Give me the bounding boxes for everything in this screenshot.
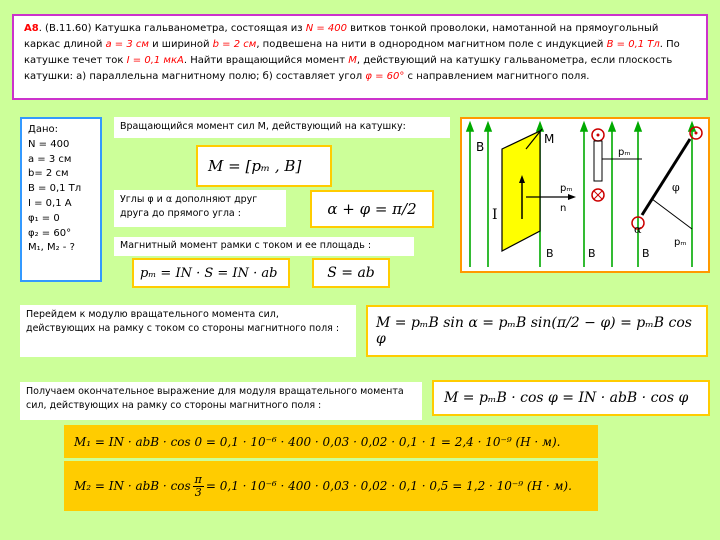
value-b-field: B = 0,1 Тл bbox=[606, 39, 660, 50]
coil-tilted bbox=[642, 139, 690, 215]
formula-text: M = [pₘ , B] bbox=[208, 157, 302, 175]
given-title: Дано: bbox=[28, 124, 58, 135]
magnetic-moment-formula bbox=[132, 258, 290, 288]
problem-text: . Найти вращающийся момент bbox=[183, 55, 349, 66]
formula-text: pₘ = IN · S = IN · ab bbox=[140, 265, 278, 281]
result-m1 bbox=[64, 425, 598, 458]
formula-text: M₂ = IN · abB · cos bbox=[74, 479, 191, 493]
formula-text: M₁ = IN · abB · cos 0 = 0,1 · 10⁻⁶ · 400 · 0,03 · 0,02 · 0,1 · 1 = 2,4 · 10⁻⁹ (Н · м). bbox=[74, 434, 561, 449]
area-formula bbox=[312, 258, 390, 288]
figure-label: φ bbox=[672, 181, 680, 194]
figure-label: α bbox=[634, 223, 642, 236]
given-line: N = 400 bbox=[28, 138, 70, 150]
given-box bbox=[20, 117, 102, 282]
coil-side-view bbox=[594, 141, 602, 181]
given-line: I = 0,1 А bbox=[28, 197, 72, 209]
problem-text: и шириной bbox=[148, 39, 213, 50]
formula-text: = 0,1 · 10⁻⁶ · 400 · 0,03 · 0,02 · 0,1 · 0,5 = 1,2 · 10⁻⁹ (Н · м). bbox=[205, 479, 572, 493]
problem-text: , действующий на катушку гальванометра, если плоскость катушки: а) параллельна магнитному полю; б) составляет угол bbox=[24, 55, 673, 82]
value-phi: φ = 60° bbox=[365, 71, 405, 82]
given-line: φ₂ = 60° bbox=[28, 227, 72, 239]
result-m2 bbox=[64, 461, 598, 511]
value-m: M bbox=[348, 55, 357, 66]
figure-label: B bbox=[546, 247, 554, 260]
final-formula bbox=[432, 380, 710, 416]
torque-vector-formula bbox=[196, 145, 332, 187]
given-line: a = 3 см bbox=[28, 153, 72, 165]
fraction-numerator: π bbox=[194, 472, 202, 486]
modulus-label: Перейдем к модулю вращательного момента сил, действующих на рамку с током со стороны магнитного поля : bbox=[20, 305, 356, 357]
given-line: b= 2 см bbox=[28, 168, 69, 180]
current-dot bbox=[597, 134, 600, 137]
final-label: Получаем окончательное выражение для модуля вращательного момента сил, действующих на рамку со стороны магнитного поля : bbox=[20, 382, 422, 420]
arrow-icon bbox=[609, 123, 615, 131]
pm-tilted-arrow bbox=[652, 199, 692, 229]
figure-label: M bbox=[544, 132, 555, 146]
formula-text: M = pₘB sin α = pₘB sin(π/2 − φ) = pₘB cos φ bbox=[376, 315, 692, 347]
value-b: b = 2 см bbox=[212, 39, 257, 50]
figure-label: B bbox=[476, 140, 485, 154]
physics-figure bbox=[460, 117, 710, 273]
problem-text: витков тонкой проволоки, намотанной на прямоугольный каркас длиной bbox=[24, 23, 659, 50]
problem-text: . (В.11.60) Катушка гальванометра, состоящая из bbox=[38, 23, 306, 34]
given-line: B = 0,1 Тл bbox=[28, 183, 82, 195]
figure-label: n bbox=[560, 203, 567, 214]
formula-text: M = pₘB · cos φ = IN · abB · cos φ bbox=[444, 390, 689, 406]
fraction-denominator: 3 bbox=[194, 485, 202, 499]
figure-label: I bbox=[492, 207, 498, 223]
given-line: φ₁ = 0 bbox=[28, 212, 60, 224]
angles-label: Углы φ и α дополняют друг друга до прямого угла : bbox=[114, 190, 286, 227]
coil-frame bbox=[502, 131, 540, 251]
problem-statement bbox=[12, 14, 708, 100]
figure-label: B bbox=[588, 247, 596, 260]
figure-label: B bbox=[642, 247, 650, 260]
value-i: I = 0,1 мкА bbox=[126, 55, 184, 66]
arrow-icon bbox=[581, 123, 587, 131]
problem-id: А8 bbox=[24, 23, 39, 34]
problem-text: . По катушке течет ток bbox=[24, 39, 680, 66]
torque-label: Вращающийся момент сил М, действующий на катушку: bbox=[114, 117, 450, 138]
given-line: M₁, M₂ - ? bbox=[28, 242, 75, 254]
moment-label: Магнитный момент рамки с током и ее площадь : bbox=[114, 237, 414, 256]
angle-formula bbox=[310, 190, 434, 228]
formula-text: S = ab bbox=[327, 265, 375, 281]
figure-label: pₘ bbox=[560, 183, 573, 194]
figure-label: pₘ bbox=[674, 237, 687, 248]
value-n: N = 400 bbox=[305, 23, 347, 34]
problem-text: с направлением магнитного поля. bbox=[404, 71, 590, 82]
figure-label: pₘ bbox=[618, 147, 631, 158]
arrow-icon bbox=[467, 123, 473, 131]
current-dot bbox=[695, 132, 698, 135]
fraction bbox=[193, 474, 204, 499]
formula-text: α + φ = π/2 bbox=[327, 200, 417, 218]
arrow-icon bbox=[485, 123, 491, 131]
coil-diagram bbox=[462, 119, 708, 271]
value-a: a = 3 см bbox=[105, 39, 149, 50]
modulus-formula bbox=[366, 305, 708, 357]
arrow-icon bbox=[635, 123, 641, 131]
arrow-icon bbox=[568, 194, 576, 200]
problem-text: , подвешена на нити в однородном магнитном поле с индукцией bbox=[256, 39, 607, 50]
